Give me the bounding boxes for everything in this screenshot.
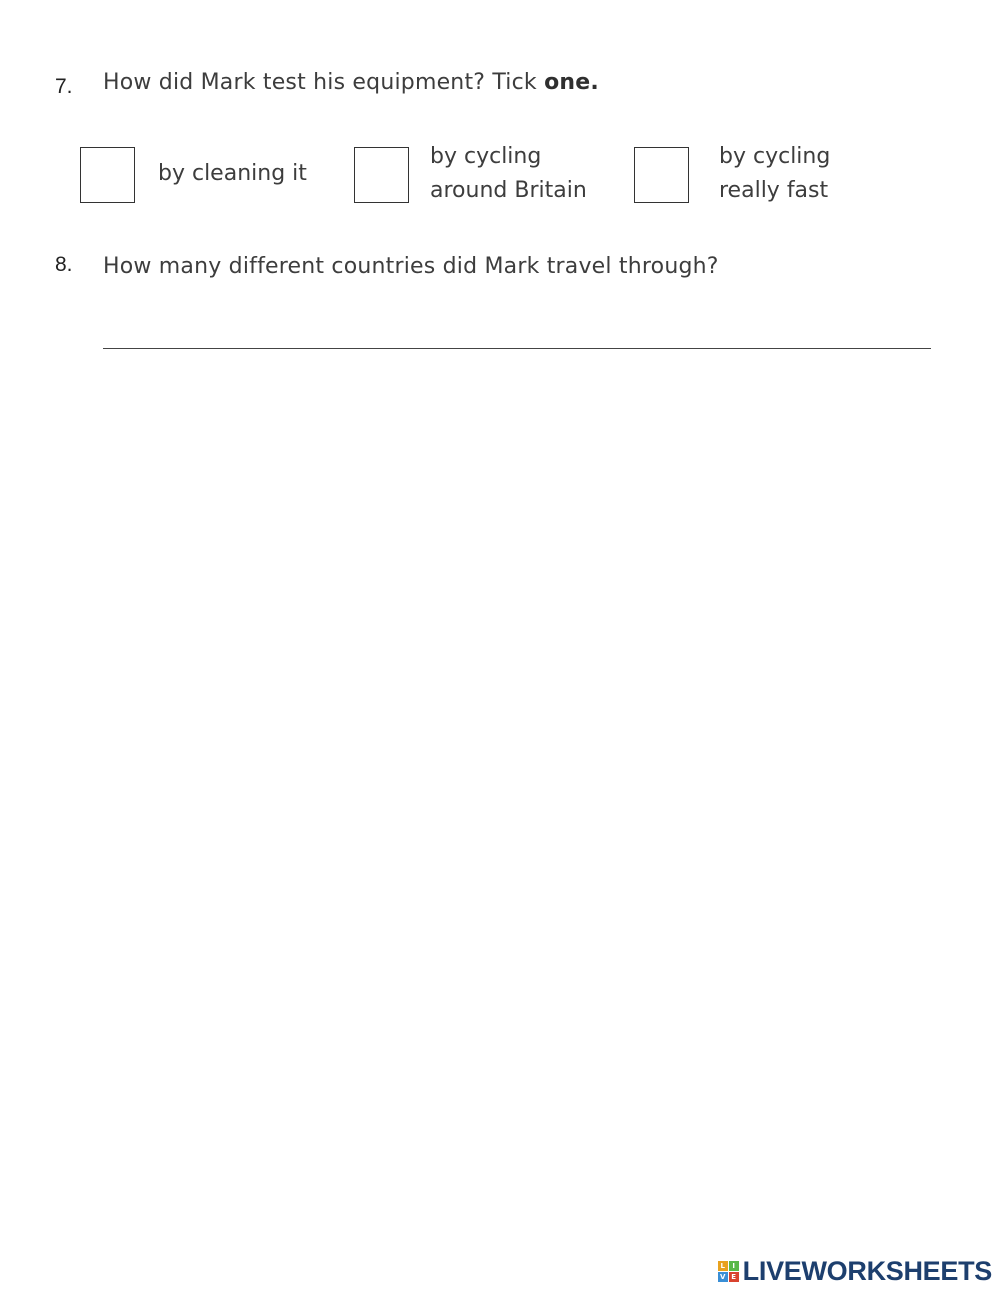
question-7-number: 7.	[55, 75, 73, 98]
answer-line[interactable]	[103, 348, 931, 349]
tick-box-option-3[interactable]	[634, 147, 689, 203]
option-1-line-1: by cleaning it	[158, 161, 307, 186]
option-2-line-2: around Britain	[430, 178, 587, 203]
option-2-label	[430, 140, 587, 208]
logo-letter-e: E	[729, 1272, 739, 1282]
logo-letter-l: L	[718, 1261, 728, 1271]
logo-icon	[718, 1261, 739, 1282]
question-8-number: 8.	[55, 253, 73, 276]
brand-text: LIVEWORKSHEETS	[742, 1255, 992, 1286]
tick-box-option-2[interactable]	[354, 147, 409, 203]
option-3-line-1: by cycling	[719, 144, 831, 169]
option-1-label	[158, 157, 307, 191]
option-2-line-1: by cycling	[430, 144, 542, 169]
logo-letter-i: I	[729, 1261, 739, 1271]
logo-letter-v: V	[718, 1272, 728, 1282]
option-3-label	[719, 140, 830, 208]
question-7-emphasis: one.	[544, 70, 599, 95]
question-8-text: How many different countries did Mark travel through?	[103, 254, 719, 279]
liveworksheets-logo	[718, 1256, 992, 1286]
question-7-prompt: How did Mark test his equipment? Tick	[103, 70, 545, 95]
question-7-text	[103, 70, 599, 95]
option-3-line-2: really fast	[719, 178, 829, 203]
tick-box-option-1[interactable]	[80, 147, 135, 203]
